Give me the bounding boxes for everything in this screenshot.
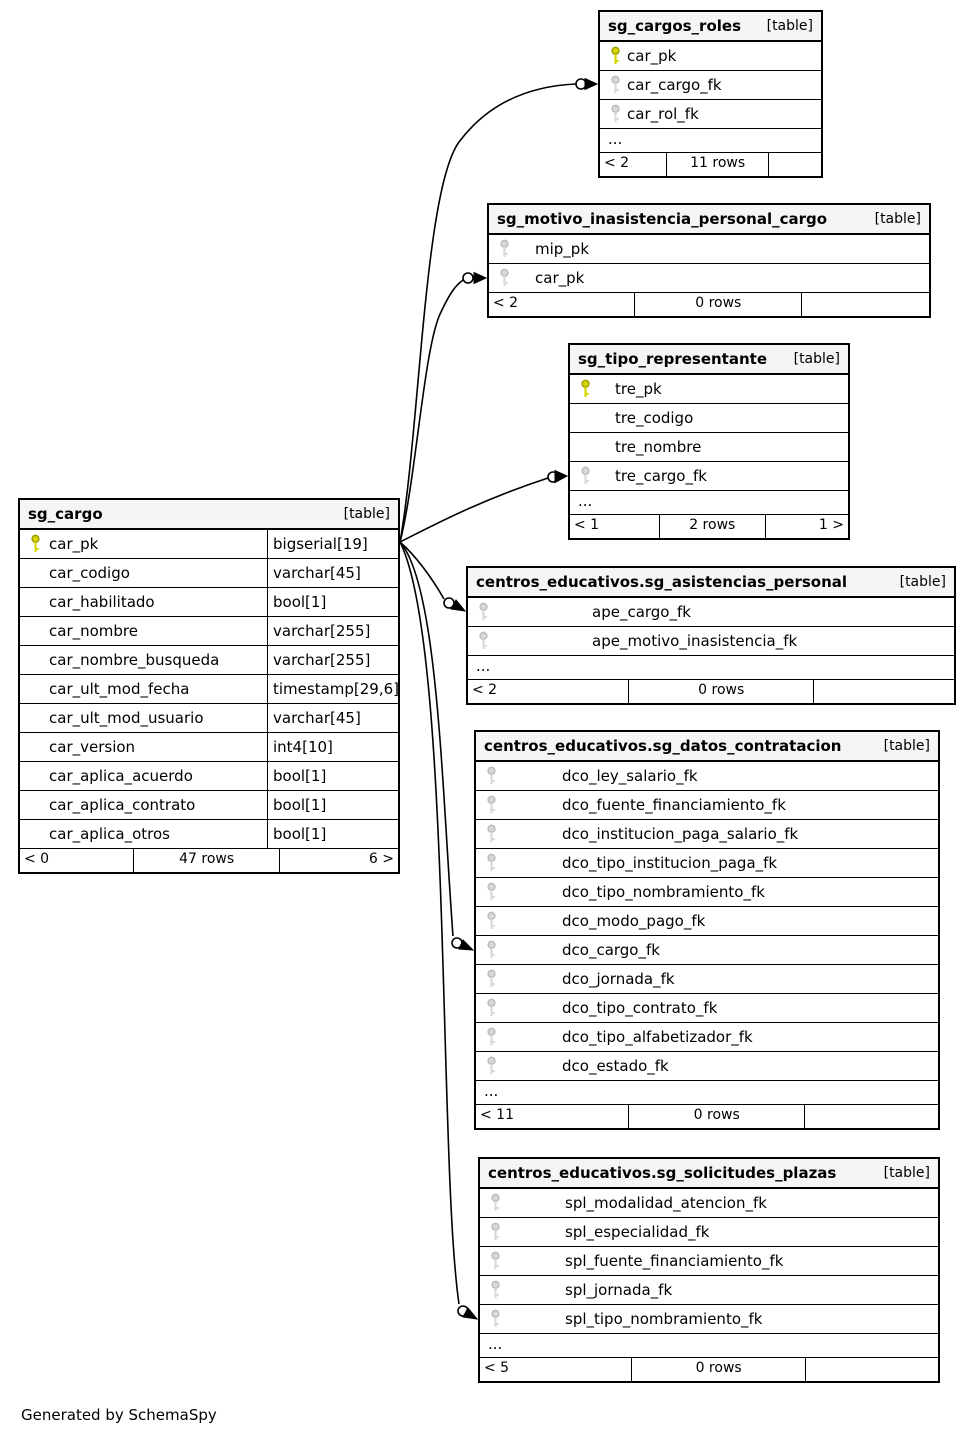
column-row-car_pk: [489, 264, 929, 293]
footer-children: [768, 153, 821, 176]
column-name: car_nombre_busqueda: [49, 651, 220, 669]
column-name: dco_jornada_fk: [562, 970, 675, 988]
column-name: tre_pk: [615, 380, 662, 398]
column-name: mip_pk: [535, 240, 590, 258]
column-row-car_rol_fk: [600, 100, 821, 129]
column-row-car_pk: [600, 42, 821, 71]
column-name: dco_tipo_contrato_fk: [562, 999, 718, 1017]
foreign-key-icon: [486, 1027, 497, 1047]
edge-zero-many-icon: [452, 938, 462, 948]
column-type: varchar[45]: [267, 559, 398, 587]
footer-parents: < 11: [480, 1107, 514, 1123]
column-name: ape_cargo_fk: [592, 603, 691, 621]
column-row-ape_motivo_inasistencia_fk: [468, 627, 954, 656]
foreign-key-icon: [580, 466, 591, 486]
table-type-tag: [table]: [343, 506, 390, 522]
primary-key-icon: [580, 379, 591, 399]
foreign-key-icon: [486, 969, 497, 989]
foreign-key-icon: [490, 1280, 501, 1300]
footer-children: 1 >: [765, 515, 848, 538]
column-row-dco_jornada_fk: [476, 965, 938, 994]
table-footer: [480, 1358, 938, 1381]
column-row-dco_institucion_paga_salario_fk: [476, 820, 938, 849]
edge-arrowhead-icon: [463, 1308, 477, 1319]
relationship-edge: [400, 542, 444, 599]
table-type-tag: [table]: [874, 211, 921, 227]
column-name: car_nombre: [49, 622, 138, 640]
column-type: bigserial[19]: [267, 530, 398, 558]
table-sg_tipo_representante[interactable]: [568, 343, 850, 540]
column-row-dco_estado_fk: [476, 1052, 938, 1081]
column-row-dco_tipo_nombramiento_fk: [476, 878, 938, 907]
column-row-car_habilitado: [20, 588, 398, 617]
table-title: sg_cargo: [28, 505, 103, 523]
table-centros_educativos.sg_asistencias_personal[interactable]: [466, 566, 956, 705]
column-row-car_version: [20, 733, 398, 762]
column-type: bool[1]: [267, 762, 398, 790]
column-type: int4[10]: [267, 733, 398, 761]
column-row-tre_pk: [570, 375, 848, 404]
relationship-edge: [400, 542, 459, 1304]
table-columns: [600, 42, 821, 153]
footer-row-count: 0 rows: [634, 293, 801, 316]
primary-key-icon: [30, 534, 41, 554]
foreign-key-icon: [610, 104, 621, 124]
table-title: sg_tipo_representante: [578, 350, 767, 368]
foreign-key-icon: [478, 631, 489, 651]
column-type: varchar[255]: [267, 617, 398, 645]
foreign-key-icon: [486, 882, 497, 902]
footer-children: 6 >: [279, 849, 398, 872]
ellipsis-row: ...: [476, 1081, 938, 1105]
footer-children: [805, 1358, 938, 1381]
table-header[interactable]: [489, 205, 929, 235]
edge-arrowhead-icon: [459, 940, 473, 950]
table-columns: [489, 235, 929, 293]
edge-arrowhead-icon: [451, 600, 465, 611]
table-title: centros_educativos.sg_datos_contratacion: [484, 737, 842, 755]
column-name: dco_modo_pago_fk: [562, 912, 706, 930]
table-footer: [468, 680, 954, 703]
footer-parents: < 1: [574, 517, 600, 533]
column-name: tre_cargo_fk: [615, 467, 707, 485]
column-type: bool[1]: [267, 791, 398, 819]
footer-parents: < 2: [604, 155, 630, 171]
table-header[interactable]: [468, 568, 954, 598]
table-header[interactable]: [480, 1159, 938, 1189]
footer-parents: < 0: [24, 851, 50, 867]
footer-parents: < 2: [493, 295, 519, 311]
column-name: car_version: [49, 738, 136, 756]
relationship-edge: [400, 280, 463, 542]
table-columns: [20, 530, 398, 849]
table-header[interactable]: [476, 732, 938, 762]
column-row-tre_cargo_fk: [570, 462, 848, 491]
edge-zero-many-icon: [444, 598, 454, 608]
column-type: varchar[45]: [267, 704, 398, 732]
column-name: dco_tipo_nombramiento_fk: [562, 883, 765, 901]
column-row-ape_cargo_fk: [468, 598, 954, 627]
column-name: spl_tipo_nombramiento_fk: [565, 1310, 763, 1328]
column-name: dco_tipo_alfabetizador_fk: [562, 1028, 753, 1046]
column-row-car_aplica_acuerdo: [20, 762, 398, 791]
table-header[interactable]: [20, 500, 398, 530]
foreign-key-icon: [486, 1056, 497, 1076]
relationship-edge: [400, 542, 453, 936]
table-type-tag: [table]: [899, 574, 946, 590]
primary-key-icon: [610, 46, 621, 66]
column-row-dco_tipo_institucion_paga_fk: [476, 849, 938, 878]
column-row-tre_codigo: [570, 404, 848, 433]
column-row-car_ult_mod_usuario: [20, 704, 398, 733]
footer-parents: < 5: [484, 1360, 510, 1376]
column-row-car_cargo_fk: [600, 71, 821, 100]
table-type-tag: [table]: [883, 1165, 930, 1181]
column-row-dco_modo_pago_fk: [476, 907, 938, 936]
column-name: spl_especialidad_fk: [565, 1223, 710, 1241]
table-type-tag: [table]: [793, 351, 840, 367]
foreign-key-icon: [490, 1193, 501, 1213]
column-name: spl_fuente_financiamiento_fk: [565, 1252, 784, 1270]
ellipsis-row: ...: [480, 1334, 938, 1358]
column-row-dco_fuente_financiamiento_fk: [476, 791, 938, 820]
table-columns: [570, 375, 848, 515]
edge-arrowhead-icon: [474, 273, 486, 284]
table-type-tag: [table]: [883, 738, 930, 754]
column-row-spl_jornada_fk: [480, 1276, 938, 1305]
column-row-dco_ley_salario_fk: [476, 762, 938, 791]
footer-children: [804, 1105, 938, 1128]
column-row-mip_pk: [489, 235, 929, 264]
column-name: car_aplica_contrato: [49, 796, 196, 814]
column-row-dco_cargo_fk: [476, 936, 938, 965]
table-centros_educativos.sg_datos_contratacion[interactable]: [474, 730, 940, 1130]
table-columns: [468, 598, 954, 680]
column-row-car_nombre_busqueda: [20, 646, 398, 675]
column-row-car_aplica_otros: [20, 820, 398, 849]
ellipsis-row: ...: [468, 656, 954, 680]
table-centros_educativos.sg_solicitudes_plazas[interactable]: [478, 1157, 940, 1383]
foreign-key-icon: [499, 239, 510, 259]
column-name: dco_tipo_institucion_paga_fk: [562, 854, 778, 872]
footer-row-count: 0 rows: [628, 680, 813, 703]
column-name: dco_cargo_fk: [562, 941, 660, 959]
footer-row-count: 47 rows: [133, 849, 279, 872]
column-row-car_nombre: [20, 617, 398, 646]
foreign-key-icon: [478, 602, 489, 622]
table-title: centros_educativos.sg_solicitudes_plazas: [488, 1164, 837, 1182]
table-sg_motivo_inasistencia_personal_cargo[interactable]: [487, 203, 931, 318]
footer-row-count: 11 rows: [666, 153, 768, 176]
column-name: spl_jornada_fk: [565, 1281, 673, 1299]
foreign-key-icon: [486, 998, 497, 1018]
column-name: spl_modalidad_atencion_fk: [565, 1194, 767, 1212]
column-name: tre_codigo: [615, 409, 694, 427]
column-name: car_ult_mod_usuario: [49, 709, 204, 727]
column-name: car_aplica_acuerdo: [49, 767, 193, 785]
edge-zero-many-icon: [548, 472, 558, 482]
ellipsis-row: ...: [570, 491, 848, 515]
foreign-key-icon: [486, 940, 497, 960]
column-row-car_codigo: [20, 559, 398, 588]
column-type: varchar[255]: [267, 646, 398, 674]
table-footer: [489, 293, 929, 316]
table-title: centros_educativos.sg_asistencias_personal: [476, 573, 848, 591]
column-name: car_rol_fk: [627, 105, 699, 123]
schemaspy-credit: Generated by SchemaSpy: [21, 1406, 217, 1424]
foreign-key-icon: [486, 795, 497, 815]
column-row-car_pk: [20, 530, 398, 559]
column-row-spl_modalidad_atencion_fk: [480, 1189, 938, 1218]
table-columns: [480, 1189, 938, 1358]
foreign-key-icon: [486, 853, 497, 873]
column-name: car_pk: [49, 535, 99, 553]
foreign-key-icon: [490, 1309, 501, 1329]
column-row-dco_tipo_alfabetizador_fk: [476, 1023, 938, 1052]
footer-row-count: 2 rows: [659, 515, 765, 538]
footer-children: [801, 293, 929, 316]
foreign-key-icon: [490, 1251, 501, 1271]
table-sg_cargos_roles[interactable]: [598, 10, 823, 178]
foreign-key-icon: [486, 824, 497, 844]
column-name: car_aplica_otros: [49, 825, 170, 843]
column-type: bool[1]: [267, 588, 398, 616]
column-row-spl_fuente_financiamiento_fk: [480, 1247, 938, 1276]
foreign-key-icon: [486, 911, 497, 931]
column-name: car_cargo_fk: [627, 76, 722, 94]
edge-arrowhead-icon: [585, 79, 597, 90]
foreign-key-icon: [490, 1222, 501, 1242]
column-row-car_ult_mod_fecha: [20, 675, 398, 704]
table-footer: [20, 849, 398, 872]
table-header[interactable]: [570, 345, 848, 375]
column-name: car_pk: [627, 47, 677, 65]
column-name: dco_institucion_paga_salario_fk: [562, 825, 799, 843]
table-type-tag: [table]: [766, 18, 813, 34]
column-name: dco_estado_fk: [562, 1057, 669, 1075]
table-columns: [476, 762, 938, 1105]
footer-children: [813, 680, 954, 703]
column-name: dco_fuente_financiamiento_fk: [562, 796, 786, 814]
foreign-key-icon: [486, 766, 497, 786]
footer-row-count: 0 rows: [628, 1105, 804, 1128]
edge-zero-many-icon: [576, 79, 586, 89]
column-type: timestamp[29,6]: [267, 675, 398, 703]
table-footer: [570, 515, 848, 538]
column-type: bool[1]: [267, 820, 398, 848]
edge-zero-many-icon: [463, 273, 473, 283]
table-footer: [476, 1105, 938, 1128]
table-title: sg_motivo_inasistencia_personal_cargo: [497, 210, 828, 228]
footer-parents: < 2: [472, 682, 498, 698]
column-row-dco_tipo_contrato_fk: [476, 994, 938, 1023]
foreign-key-icon: [610, 75, 621, 95]
column-name: car_ult_mod_fecha: [49, 680, 190, 698]
column-row-tre_nombre: [570, 433, 848, 462]
table-footer: [600, 153, 821, 176]
column-name: car_pk: [535, 269, 585, 287]
edge-arrowhead-icon: [555, 471, 567, 483]
column-row-spl_especialidad_fk: [480, 1218, 938, 1247]
table-sg_cargo[interactable]: [18, 498, 400, 874]
column-name: car_codigo: [49, 564, 130, 582]
relationship-edge: [400, 478, 548, 542]
foreign-key-icon: [499, 268, 510, 288]
footer-row-count: 0 rows: [631, 1358, 805, 1381]
column-name: car_habilitado: [49, 593, 155, 611]
table-title: sg_cargos_roles: [608, 17, 741, 35]
column-row-car_aplica_contrato: [20, 791, 398, 820]
table-header[interactable]: [600, 12, 821, 42]
column-row-spl_tipo_nombramiento_fk: [480, 1305, 938, 1334]
edge-zero-many-icon: [458, 1306, 468, 1316]
column-name: tre_nombre: [615, 438, 702, 456]
column-name: ape_motivo_inasistencia_fk: [592, 632, 798, 650]
ellipsis-row: ...: [600, 129, 821, 153]
column-name: dco_ley_salario_fk: [562, 767, 698, 785]
